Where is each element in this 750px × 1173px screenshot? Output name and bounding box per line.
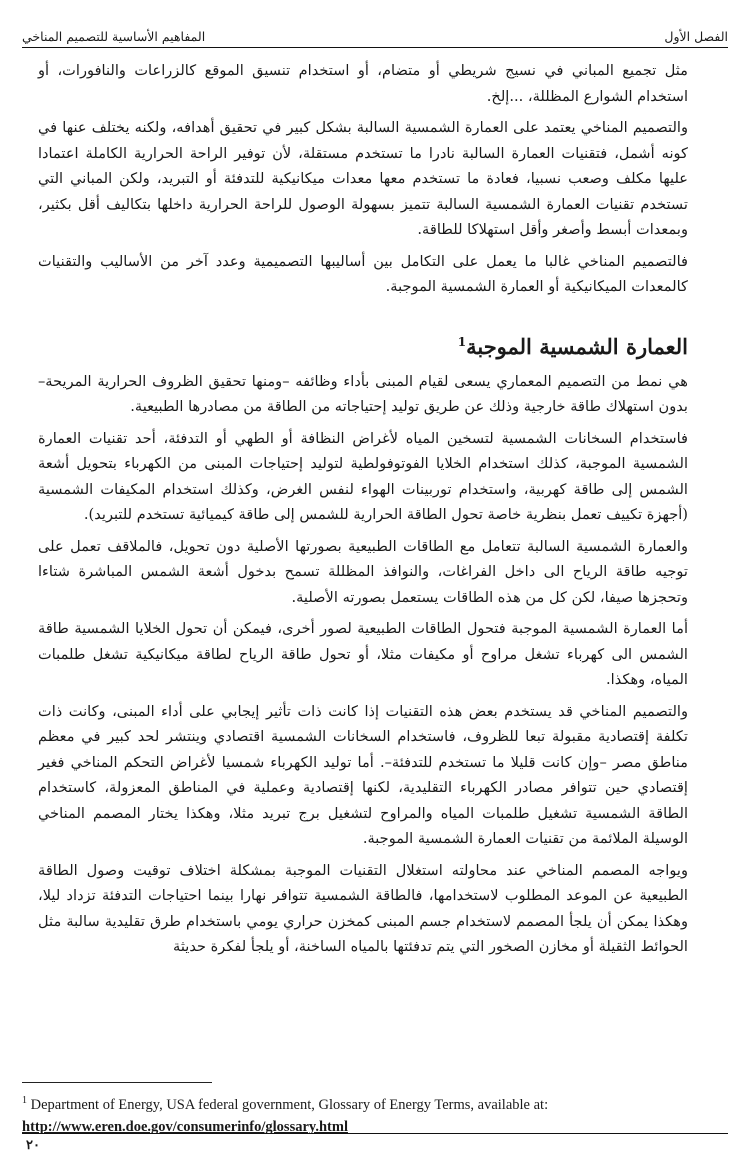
footer-rule — [22, 1133, 728, 1134]
section-paragraph: والعمارة الشمسية السالبة تتعامل مع الطاقات الطبيعية بصورتها الأصلية دون تحويل، فالملاقف تعمل على توجيه طاقة الرياح الى داخل الفراغات، والنوافذ المظللة تسمح بدخول أشعة الشمس المباشرة شتاءا وتحجزها صيفا، لكن كل من هذه الطاقات يستعمل بصورته الأصلية. — [38, 537, 688, 606]
footnote-marker: 1 — [22, 1095, 27, 1106]
footnote-rule — [22, 1082, 212, 1083]
footnote-reference: 1 — [457, 334, 467, 349]
chapter-title: الفصل الأول — [664, 29, 728, 44]
section-heading-text: العمارة الشمسية الموجبة — [466, 333, 688, 359]
intro-paragraph: والتصميم المناخي يعتمد على العمارة الشمسية السالبة بشكل كبير في تحقيق أهدافه، ولكنه يختلف عنها في كونه أشمل، فتقنيات العمارة السالبة نادرا ما تستخدم مستقلة، لأن توفير الراحة الحرارية الكاملة اعتمادا عليها مكلف وصعب نسبيا، فعادة ما تستخدم معها معدات ميكانيكية للتدفئة أو التبريد، ولكن المباني التي تستخدم تقنيات العمارة الشمسية السالبة تتميز بسهولة الوصول للراحة الحرارية داخلها بتكاليف أقل بكثير، وبمعدات أبسط وأصغر وأقل استهلاكا للطاقة. — [38, 119, 688, 238]
header-rule — [22, 47, 728, 48]
footnote-link[interactable]: http://www.eren.doe.gov/consumerinfo/glossary.html — [22, 1118, 348, 1135]
running-header — [22, 22, 728, 44]
running-title: المفاهيم الأساسية للتصميم المناخي — [22, 29, 206, 44]
page-number: ٢٠ — [26, 1138, 40, 1153]
section-paragraph: والتصميم المناخي قد يستخدم بعض هذه التقنيات إذا كانت ذات تأثير إيجابي على أداء المبنى، وكانت ذات تكلفة إقتصادية مقبولة تبعا للظروف، فاستخدام السخانات الشمسية اقتصادي وينتشر لحد كبير في معظم مناطق مصر –وإن كانت قليلا ما تستخدم للتدفئة–. أما توليد الكهرباء شمسيا لأغراض التحكم المناخي فغير إقتصادي حين تتوافر مصادر الكهرباء التقليدية، لكنها إقتصادية وعملية في المناطق المعزولة، كاستخدام الطاقة الشمسية تشغيل طلمبات المياه والمراوح لتشغيل برج تبريد مثلا، وهكذا يختار المصمم المناخي الوسيلة الملائمة من تقنيات العمارة الشمسية الموجبة. — [38, 702, 688, 847]
page-body — [38, 58, 688, 966]
section-paragraph: أما العمارة الشمسية الموجبة فتحول الطاقات الطبيعية لصور أخرى، فيمكن أن تحول الخلايا الشمسية طاقة الشمس الى كهرباء تشغل مراوح أو مكيفات مثلا، أو تحول طاقة الرياح لطاقة ميكانيكية تشغل طلمبات المياه، وهكذا. — [38, 620, 688, 688]
footnote — [22, 1090, 728, 1138]
section-paragraph: هي نمط من التصميم المعماري يسعى لقيام المبنى بأداء وظائفه –ومنها تحقيق الظروف الحرارية المريحة– بدون استهلاك طاقة خارجية وذلك عن طريق توليد إحتياجاته من الطاقة من مصادرها الطبيعية. — [38, 372, 688, 415]
section-paragraph: ويواجه المصمم المناخي عند محاولته استغلال التقنيات الموجبة بمشكلة اختلاف توقيت وصول الطاقة الطبيعية عن الموعد المطلوب لاستخدامها، فالطاقة الشمسية تتوافر نهارا بينما احتياجات التدفئة تزداد ليلا، وهكذا يمكن أن يلجأ المصمم لاستخدام جسم المبنى كمخزن حراري يومي باستخدام طرق تقليدية سالبة مثل الحوائط الثقيلة أو مخازن الصخور التي يتم تدفئتها بالمياه الساخنة، أو يلجأ لفكرة حديثة — [38, 861, 688, 955]
intro-paragraph: فالتصميم المناخي غالبا ما يعمل على التكامل بين أساليبها التصميمية وعدد آخر من الأساليب والتقنيات كالمعدات الميكانيكية أو العمارة الشمسية الموجبة. — [38, 252, 688, 295]
section-heading — [38, 328, 688, 361]
footnote-text: Department of Energy, USA federal government, Glossary of Energy Terms, available at: — [30, 1096, 549, 1113]
section-paragraph: فاستخدام السخانات الشمسية لتسخين المياه لأغراض النظافة أو الطهي أو التدفئة، أحد تقنيات العمارة الشمسية الموجبة، كذلك استخدام الخلايا الفوتوفولطية لتوليد إحتياجات المبنى من الكهرباء بتحويل أشعة الشمس إلى طاقة كهربية، واستخدام توربينات الهواء لنفس الغرض، وكذلك استخدام المكيفات الشمسية (أجهزة تكييف تعمل بنظرية خاصة تحول الطاقة الحرارية للشمس إلى طاقة كيميائية تستخدم للتبريد). — [38, 429, 688, 523]
intro-paragraph: مثل تجميع المباني في نسيج شريطي أو متضام، أو استخدام تنسيق الموقع كالزراعات والنافورات، أو استخدام الشوارع المظللة، ...إلخ. — [38, 62, 688, 105]
